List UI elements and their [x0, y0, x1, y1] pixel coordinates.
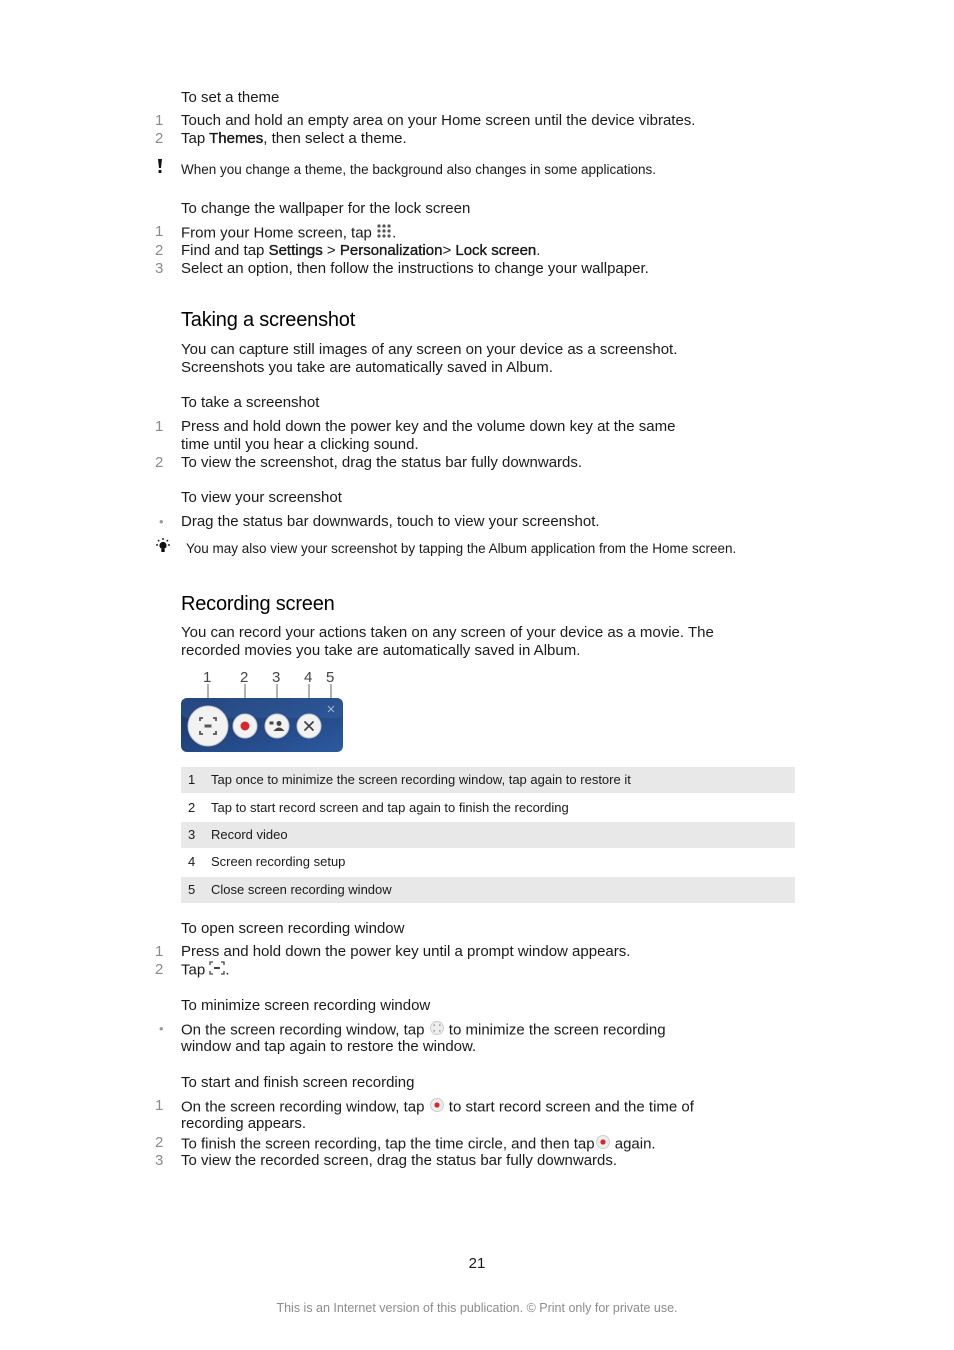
step-text: Press and hold down the power key until a prompt window appears.	[181, 943, 631, 960]
bullet-text: window and tap again to restore the window.	[181, 1038, 477, 1055]
callout-number: 5	[326, 669, 335, 686]
legend-text: Close screen recording window	[211, 882, 392, 897]
screen-capture-icon	[188, 706, 228, 746]
procedure-title-wallpaper: To change the wallpaper for the lock screen	[181, 200, 471, 217]
step-text-part: >	[442, 242, 456, 259]
ui-term-lock-screen: Lock screen	[455, 242, 537, 259]
step-text	[181, 112, 695, 130]
recording-toolbar-illustration	[181, 684, 343, 752]
step-text: To view the screenshot, drag the status bar fully downwards.	[181, 454, 583, 471]
legend-text: Tap to start record screen and tap again to finish the recording	[211, 800, 569, 815]
step-text	[181, 961, 230, 980]
section-heading-recording: Recording screen	[181, 593, 335, 615]
step-text	[181, 223, 396, 244]
procedure-title-start-finish: To start and finish screen recording	[181, 1074, 415, 1091]
settings-tools-icon	[297, 714, 321, 738]
paragraph: Screenshots you take are automatically saved in Album.	[181, 359, 553, 376]
procedure-title-minimize: To minimize screen recording window	[181, 997, 431, 1014]
paragraph: You can capture still images of any screen on your device as a screenshot.	[181, 341, 678, 358]
step-text-part: .	[536, 242, 541, 259]
callout-number: 3	[272, 669, 281, 686]
step-text-part: From your Home screen, tap	[181, 224, 377, 242]
step-text-part: Tap	[181, 130, 210, 147]
bullet: •	[159, 1021, 164, 1036]
screen-capture-icon	[209, 961, 225, 980]
legend-text: Screen recording setup	[211, 854, 346, 869]
callout-number: 1	[203, 669, 212, 686]
procedure-title-view-screenshot: To view your screenshot	[181, 489, 342, 506]
exclamation-icon	[156, 157, 164, 175]
video-record-icon	[265, 714, 289, 738]
note-text: When you change a theme, the background also changes in some applications.	[181, 162, 657, 177]
legend-number: 3	[188, 827, 196, 842]
legend-number: 5	[188, 882, 196, 897]
step-text-part: On the screen recording window, tap	[181, 1021, 429, 1039]
step-text-part: to minimize the screen recording	[444, 1021, 666, 1039]
legend-number: 4	[188, 854, 196, 869]
step-number: 2	[155, 242, 164, 259]
section-heading-screenshot: Taking a screenshot	[181, 309, 356, 331]
paragraph: recorded movies you take are automatically saved in Album.	[181, 642, 581, 659]
step-number: 1	[155, 943, 164, 960]
step-number: 2	[155, 454, 164, 471]
procedure-title-open-recording: To open screen recording window	[181, 920, 405, 937]
record-icon	[429, 1097, 445, 1118]
procedure-title-take-screenshot: To take a screenshot	[181, 394, 320, 411]
step-number: 1	[155, 418, 164, 435]
record-icon	[233, 714, 257, 738]
tip-text: You may also view your screenshot by tapping the Album application from the Home screen.	[186, 541, 737, 556]
step-text-part: Tap	[181, 961, 210, 979]
step-number: 2	[155, 130, 164, 147]
legend-row	[181, 795, 795, 821]
footer-disclaimer: This is an Internet version of this publication. © Print only for private use.	[276, 1301, 678, 1315]
step-number: 1	[155, 112, 164, 129]
legend-row	[181, 767, 795, 793]
step-text-part: .	[392, 224, 397, 242]
step-number: 3	[155, 260, 164, 277]
ui-term-themes: Themes	[209, 130, 264, 147]
step-number: 2	[155, 1134, 164, 1151]
step-text-part: , then select a theme.	[263, 130, 407, 147]
step-text: Press and hold down the power key and the volume down key at the same	[181, 418, 676, 435]
step-text-part: Find and tap	[181, 242, 269, 259]
legend-row	[181, 849, 795, 875]
step-text-part: To finish the screen recording, tap the time circle, and then tap	[181, 1135, 595, 1153]
step-text: Select an option, then follow the instructions to change your wallpaper.	[181, 260, 649, 277]
legend-row	[181, 877, 795, 903]
step-text-part: On the screen recording window, tap	[181, 1098, 429, 1116]
legend-row	[181, 822, 795, 848]
step-number: 2	[155, 961, 164, 978]
step-text-part: .	[225, 961, 230, 979]
step-text-part: again.	[610, 1135, 656, 1153]
legend-text: Record video	[211, 827, 288, 842]
step-text	[181, 242, 540, 260]
legend-number: 2	[188, 800, 196, 815]
step-text	[181, 130, 407, 148]
callout-number: 4	[304, 669, 313, 686]
bullet: •	[159, 514, 164, 529]
step-number: 1	[155, 223, 164, 240]
step-text: recording appears.	[181, 1115, 307, 1132]
lightbulb-icon	[154, 537, 172, 555]
callout-number: 2	[240, 669, 249, 686]
procedure-title-set-theme: To set a theme	[181, 89, 280, 106]
apps-grid-icon	[376, 223, 392, 244]
legend-text: Tap once to minimize the screen recording window, tap again to restore it	[211, 772, 631, 787]
paragraph: You can record your actions taken on any screen of your device as a movie. The	[181, 624, 714, 641]
legend-number: 1	[188, 772, 196, 787]
ui-term-settings: Settings	[268, 242, 323, 259]
ui-term-personalization: Personalization	[339, 242, 443, 259]
step-text-part: Touch and hold an empty area on your Home screen until the device vibrates.	[181, 112, 696, 129]
step-text: To view the recorded screen, drag the status bar fully downwards.	[181, 1152, 618, 1169]
page-number: 21	[468, 1255, 486, 1272]
step-text-part: to start record screen and the time of	[444, 1098, 694, 1116]
step-number: 1	[155, 1097, 164, 1114]
step-text: time until you hear a clicking sound.	[181, 436, 419, 453]
step-text-part: >	[322, 242, 340, 259]
step-number: 3	[155, 1152, 164, 1169]
bullet-text: Drag the status bar downwards, touch to view your screenshot.	[181, 513, 600, 530]
